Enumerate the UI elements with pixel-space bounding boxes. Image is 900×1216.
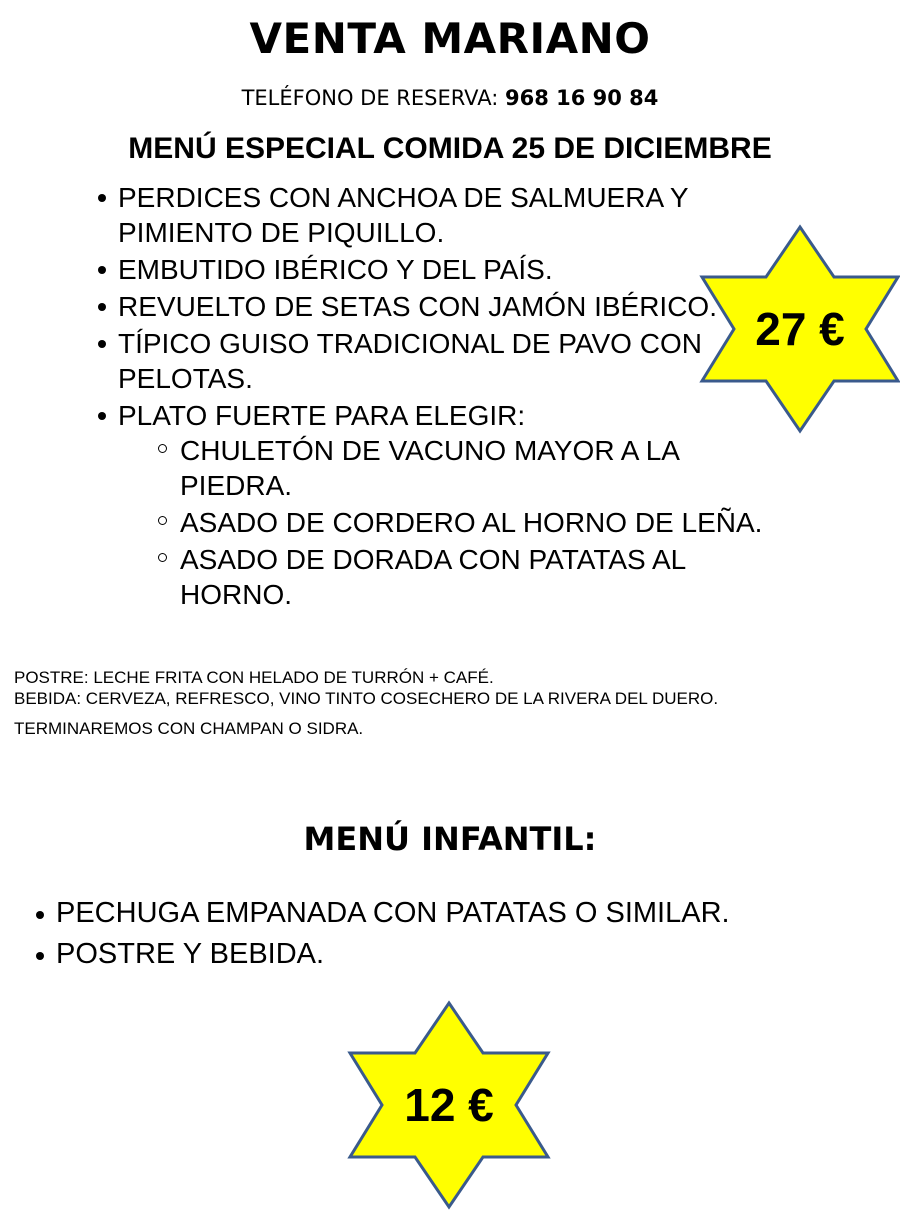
circle-bullet-icon [158, 444, 167, 453]
kids-menu-price: 12 € [404, 1079, 494, 1131]
menu-notes [14, 667, 814, 739]
kids-item-text: PECHUGA EMPANADA CON PATATAS O SIMILAR. [56, 897, 730, 929]
phone-number: 968 16 90 84 [504, 86, 659, 110]
list-item [96, 326, 776, 396]
kids-menu-heading: MENÚ INFANTIL: [303, 820, 597, 858]
list-item [96, 180, 776, 250]
bullet-icon [98, 412, 106, 420]
kids-menu-list [34, 893, 854, 975]
menu-item-text: REVUELTO DE SETAS CON JAMÓN IBÉRICO. [118, 291, 717, 322]
special-menu-heading: MENÚ ESPECIAL COMIDA 25 DE DICIEMBRE [128, 132, 772, 165]
drinks-note: BEBIDA: CERVEZA, REFRESCO, VINO TINTO COSECHERO DE LA RIVERA DEL DUERO. [14, 689, 719, 708]
menu-item-text: TÍPICO GUISO TRADICIONAL DE PAVO CON PELOTAS. [118, 328, 702, 394]
phone-label: TELÉFONO DE RESERVA: [241, 86, 499, 110]
special-menu-list [96, 180, 776, 614]
bullet-icon [98, 266, 106, 274]
option-text: ASADO DE DORADA CON PATATAS AL HORNO. [180, 544, 686, 610]
list-item [96, 289, 776, 324]
list-item [34, 893, 854, 934]
circle-bullet-icon [158, 516, 167, 525]
reservation-phone [0, 86, 900, 110]
bullet-icon [98, 194, 106, 202]
circle-bullet-icon [158, 553, 167, 562]
option-text: CHULETÓN DE VACUNO MAYOR A LA PIEDRA. [180, 435, 679, 501]
bullet-icon [98, 303, 106, 311]
restaurant-title: VENTA MARIANO [249, 14, 651, 63]
sub-list-item [156, 542, 796, 612]
bullet-icon [36, 952, 44, 960]
sub-list-item [156, 433, 796, 503]
option-text: ASADO DE CORDERO AL HORNO DE LEÑA. [180, 507, 763, 538]
dessert-note: POSTRE: LECHE FRITA CON HELADO DE TURRÓN + CAFÉ. [14, 668, 494, 687]
price-star-kids [346, 1000, 552, 1210]
bullet-icon [98, 340, 106, 348]
closing-note: TERMINAREMOS CON CHAMPAN O SIDRA. [14, 719, 364, 738]
list-item [34, 934, 854, 975]
menu-item-text: EMBUTIDO IBÉRICO Y DEL PAÍS. [118, 254, 553, 285]
menu-item-text: PLATO FUERTE PARA ELEGIR: [118, 400, 526, 431]
price-star-special [698, 224, 900, 434]
list-item [96, 398, 776, 612]
sub-list-item [156, 505, 796, 540]
bullet-icon [36, 911, 44, 919]
main-course-options [156, 433, 796, 612]
special-menu-price: 27 € [755, 303, 845, 355]
kids-item-text: POSTRE Y BEBIDA. [56, 938, 325, 970]
list-item [96, 252, 776, 287]
menu-item-text: PERDICES CON ANCHOA DE SALMUERA Y PIMIENTO DE PIQUILLO. [118, 182, 689, 248]
